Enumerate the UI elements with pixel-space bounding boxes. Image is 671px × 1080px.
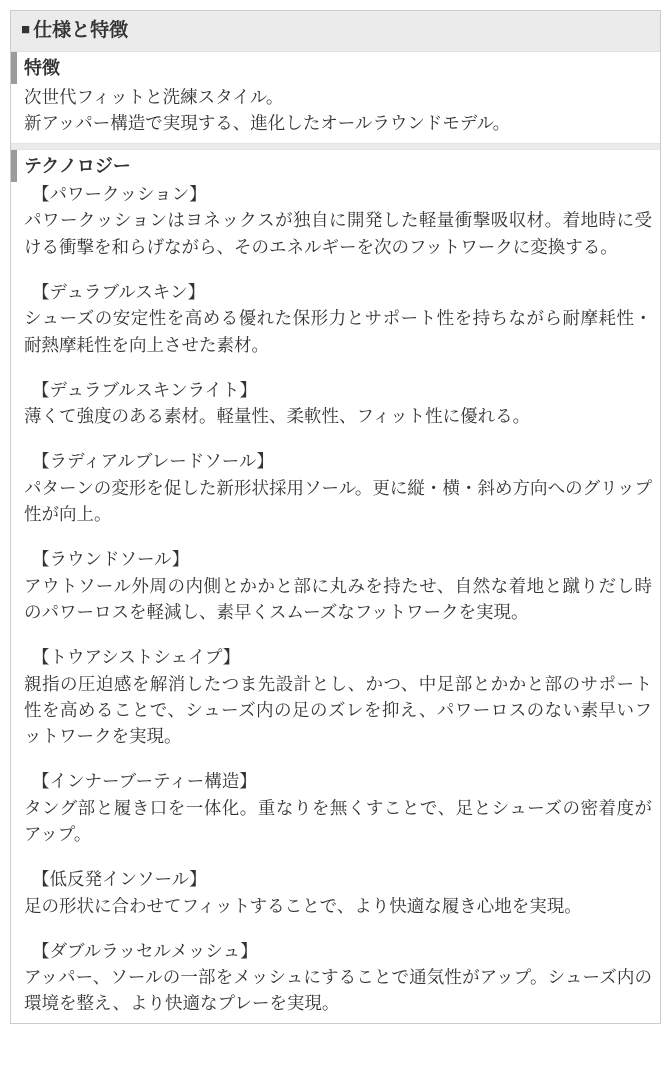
tech-item (24, 280, 652, 358)
tech-item-text: アウトソール外周の内側とかかと部に丸みを持たせ、自然な着地と蹴りだし時のパワーロスを軽減し、素早くスムーズなフットワークを実現。 (24, 575, 652, 622)
tech-item-text: 薄くて強度のある素材。軽量性、柔軟性、フィット性に優れる。 (24, 406, 531, 427)
feature-line: 次世代フィットと洗練スタイル。 (24, 87, 284, 108)
feature-block (11, 52, 660, 143)
tech-item (24, 378, 652, 430)
tech-item-text: 足の形状に合わせてフィットすることで、より快適な履き心地を実現。 (24, 895, 582, 916)
section-divider (11, 143, 660, 150)
tech-item (24, 182, 652, 260)
feature-heading: 特徴 (11, 52, 660, 84)
technology-block (11, 150, 660, 1023)
page-bottom-spacer (10, 1024, 661, 1034)
tech-item (24, 939, 652, 1017)
tech-item-title: 【ラディアルブレードソール】 (32, 451, 274, 472)
tech-item (24, 867, 652, 919)
tech-item-text: タング部と履き口を一体化。重なりを無くすことで、足とシューズの密着度がアップ。 (24, 797, 652, 844)
tech-item-title: 【パワークッション】 (32, 184, 207, 205)
tech-item (24, 547, 652, 625)
tech-item-text: パターンの変形を促した新形状採用ソール。更に縦・横・斜め方向へのグリップ性が向上。 (24, 477, 652, 525)
tech-item-title: 【インナーブーティー構造】 (32, 771, 257, 792)
tech-item-title: 【デュラブルスキンライト】 (32, 379, 258, 400)
section-header (11, 11, 660, 52)
square-bullet-icon: ■ (21, 21, 31, 38)
tech-item (24, 769, 652, 847)
tech-item-title: 【デュラブルスキン】 (32, 281, 206, 302)
spec-panel (10, 10, 661, 1024)
section-title: 仕様と特徴 (33, 20, 129, 41)
technology-heading: テクノロジー (11, 150, 660, 182)
tech-item-title: 【トウアシストシェイプ】 (32, 647, 241, 668)
tech-item-text: シューズの安定性を高める優れた保形力とサポート性を持ちながら耐摩耗性・耐熱摩耗性を向上させた素材。 (24, 308, 652, 355)
tech-item-title: 【ダブルラッセルメッシュ】 (32, 940, 258, 961)
tech-item-title: 【低反発インソール】 (32, 869, 207, 890)
feature-line: 新アッパー構造で実現する、進化したオールラウンドモデル。 (24, 113, 511, 134)
tech-item (24, 645, 652, 749)
tech-item-text: アッパー、ソールの一部をメッシュにすることで通気性がアップ。シューズ内の環境を整え、より快適なプレーを実現。 (24, 967, 652, 1014)
tech-item (24, 449, 652, 527)
tech-item-text: パワークッションはヨネックスが独自に開発した軽量衝撃吸収材。着地時に受ける衝撃を和らげながら、そのエネルギーを次のフットワークに変換する。 (24, 210, 652, 257)
feature-body (11, 84, 660, 143)
tech-item-text: 親指の圧迫感を解消したつま先設計とし、かつ、中足部とかかと部のサポート性を高めることで、シューズ内の足のズレを抑え、パワーロスのない素早いフットワークを実現。 (24, 673, 652, 747)
technology-body (11, 182, 660, 1023)
tech-item-title: 【ラウンドソール】 (32, 549, 190, 570)
